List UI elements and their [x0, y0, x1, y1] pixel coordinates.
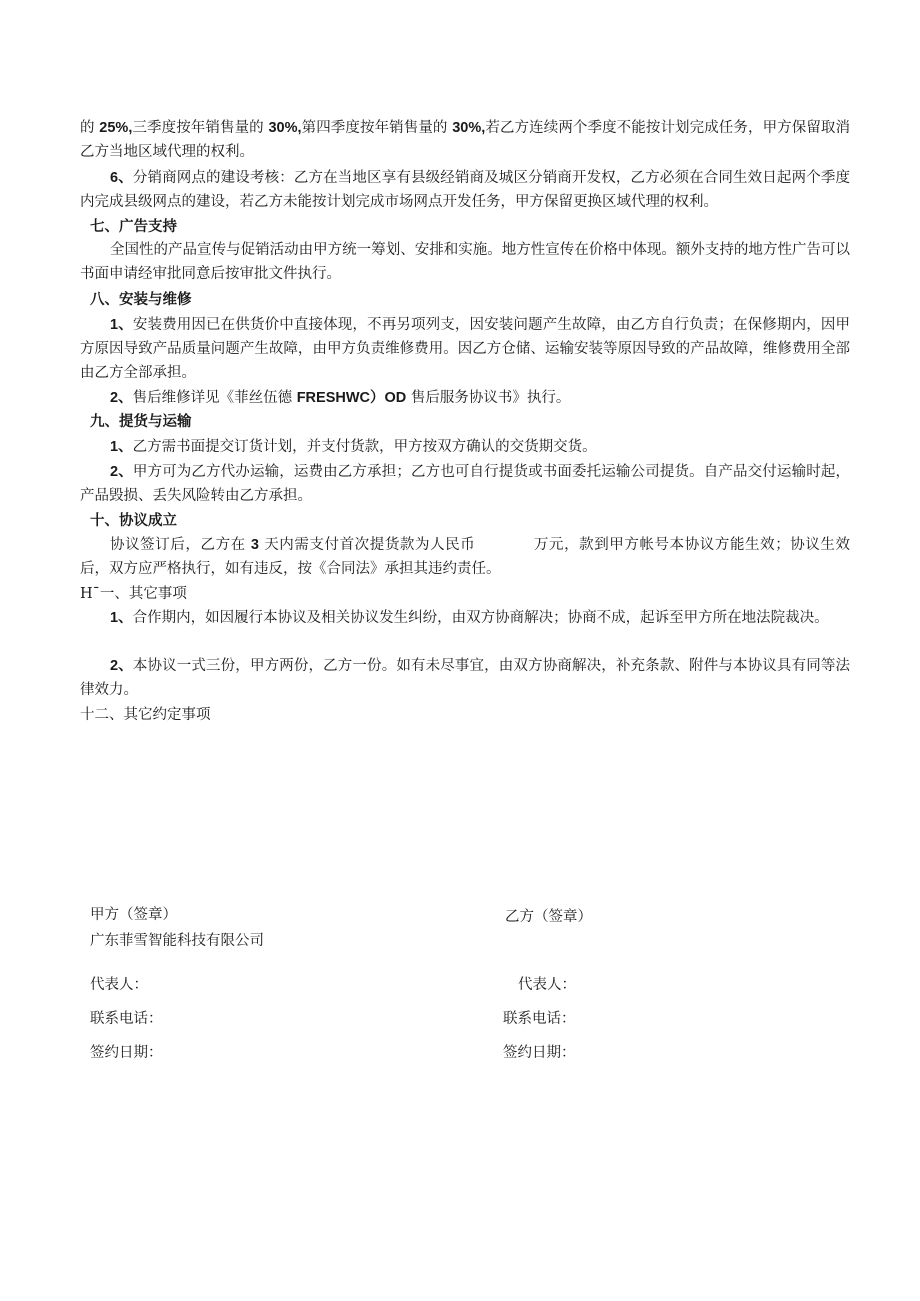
- section11-item1: [80, 606, 850, 630]
- item-number: 1、: [110, 317, 133, 333]
- item-text: 乙方需书面提交订货计划，并支付货款，甲方按双方确认的交货期交货。: [132, 439, 597, 455]
- item-number: 6、: [110, 170, 133, 186]
- text-fragment: 的: [80, 120, 100, 136]
- section12-heading: 十二、其它约定事项: [80, 707, 211, 723]
- section10-body: [80, 533, 850, 581]
- item-text: 合作期内，如因履行本协议及相关协议发生纠纷，由双方协商解决；协商不成，起诉至甲方所在地法院裁决。: [132, 610, 829, 626]
- section10-heading: 十、协议成立: [90, 513, 177, 529]
- section6-continuation: [80, 116, 850, 164]
- section9-heading: 九、提货与运输: [90, 414, 192, 430]
- text-fragment: 协议签订后，乙方在: [110, 537, 251, 553]
- party-b-phone: 联系电话：: [503, 1011, 576, 1027]
- party-b-representative: 代表人：: [518, 977, 576, 993]
- section8-heading: 八、安装与维修: [90, 292, 192, 308]
- percent-value: 25%,: [99, 120, 133, 136]
- item-text: 售后维修详见《菲丝伍德: [132, 390, 297, 406]
- party-a-label: 甲方（签章）: [90, 907, 177, 923]
- section11-heading: H¯一、其它事项: [80, 586, 187, 602]
- item-number: 1、: [110, 610, 133, 626]
- brand-name: FRESHWC）OD: [296, 390, 407, 406]
- item-text: 分销商网点的建设考核：乙方在当地区享有县级经销商及城区分销商开发权，乙方必须在合同生效日起两个季度内完成县级网点的建设，若乙方未能按计划完成市场网点开发任务，甲方保留更换区域代理的权利。: [80, 170, 850, 210]
- party-a-company: 广东菲雪智能科技有限公司: [90, 933, 264, 949]
- text-fragment: 天内需支付首次提货款为人民币: [259, 537, 476, 553]
- text-fragment: 三季度按年销售量的: [132, 120, 269, 136]
- party-b-label: 乙方（签章）: [505, 909, 592, 925]
- item-text: 本协议一式三份，甲方两份，乙方一份。如有未尽事宜，由双方协商解决，补充条款、附件与本协议具有同等法律效力。: [80, 658, 850, 698]
- item-number: 2、: [110, 658, 133, 674]
- item-number: 2、: [110, 390, 133, 406]
- item-text: 甲方可为乙方代办运输，运费由乙方承担；乙方也可自行提货或书面委托运输公司提货。自产品交付运输时起，产品毁损、丢失风险转由乙方承担。: [80, 464, 850, 504]
- party-a-representative: 代表人：: [90, 977, 148, 993]
- section9-item2: [80, 460, 850, 508]
- party-a-phone: 联系电话：: [90, 1011, 163, 1027]
- item-number: 2、: [110, 464, 133, 480]
- days-value: 3: [250, 537, 259, 553]
- section6-item6: [80, 166, 850, 214]
- section8-item1: [80, 313, 850, 385]
- party-b-date: 签约日期：: [503, 1045, 576, 1061]
- section7-body: 全国性的产品宣传与促销活动由甲方统一筹划、安排和实施。地方性宣传在价格中体现。额外支持的地方性广告可以书面申请经审批同意后按审批文件执行。: [80, 242, 850, 282]
- item-text: 售后服务协议书》执行。: [406, 390, 571, 406]
- text-fragment: 第四季度按年销售量的: [301, 120, 453, 136]
- text-fragment: 万元，款到甲方帐号本协议方能生效；协议生效后，双方应严格执行，如有违反，按《合同法》承担其违约责任。: [80, 537, 851, 577]
- party-a-date: 签约日期：: [90, 1045, 163, 1061]
- percent-value: 30%,: [268, 120, 302, 136]
- item-number: 1、: [110, 439, 133, 455]
- text-fragment: 若乙方连续两个季度不能按计划完成任务，甲方保留取消乙方当地区域代理的权利。: [80, 120, 851, 160]
- section11-item2: [80, 654, 850, 702]
- section8-item2: [80, 386, 850, 410]
- item-text: 安装费用因已在供货价中直接体现，不再另项列支，因安装问题产生故障，由乙方自行负责；在保修期内，因甲方原因导致产品质量问题产生故障，由甲方负责维修费用。因乙方仓储、运输安装等原因导致的产品故障，维修费用全部由乙方全部承担。: [80, 317, 850, 381]
- section7-heading: 七、广告支持: [90, 219, 177, 235]
- percent-value: 30%,: [452, 120, 486, 136]
- section9-item1: [80, 435, 850, 459]
